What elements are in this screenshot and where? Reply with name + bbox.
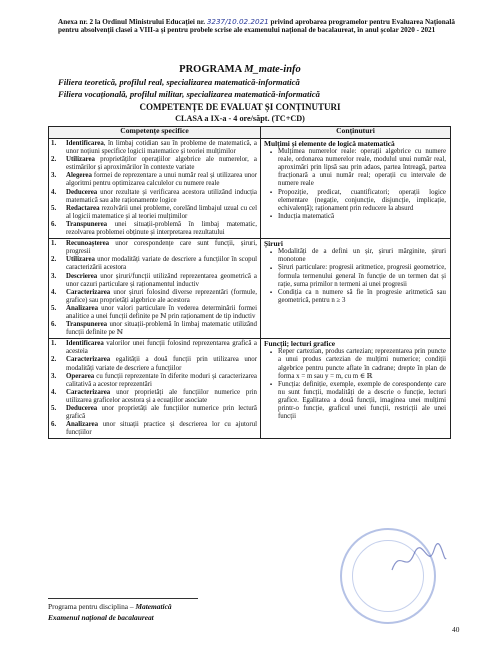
competence-keyword: Redactarea	[66, 204, 100, 212]
competence-number: 4.	[51, 388, 57, 396]
competence-description: egalității a două funcții prin utilizarea unor modalități variate de descriere a funcțiilor	[66, 356, 257, 372]
competence-item	[51, 273, 257, 289]
competence-keyword: Utilizarea	[66, 256, 95, 264]
competence-keyword: Analizarea	[66, 421, 99, 429]
competence-item	[51, 256, 257, 272]
competence-text	[66, 373, 257, 389]
competence-number: 6.	[51, 421, 57, 429]
competence-keyword: Alegerea	[66, 172, 92, 180]
table-row	[49, 339, 451, 439]
competence-number: 1.	[51, 140, 57, 147]
table-header-row	[49, 127, 451, 139]
competence-number: 5.	[51, 405, 57, 412]
competence-keyword: Descrierea	[66, 272, 98, 280]
section-title: COMPETENȚE DE EVALUAT ȘI CONȚINUTURI	[139, 102, 341, 112]
competence-item	[51, 356, 257, 372]
annex-header	[58, 18, 458, 35]
competence-keyword: Transpunerea	[66, 321, 108, 329]
competence-number: 3.	[51, 172, 57, 180]
program-title	[0, 64, 480, 75]
competence-item	[51, 140, 257, 156]
competence-text	[66, 205, 257, 221]
competence-description: rezolvării unei probleme, corelând limbajul uzual cu cel al logicii matematice și al teoriei mulțimilor	[66, 204, 257, 220]
competence-keyword: Identificarea	[66, 340, 104, 348]
competences-list	[49, 139, 260, 238]
contents-text: Reper cartezian, produs cartezian; reprezentarea prin puncte a unui produs cartezian de mulțimi numerice; condiții algebrice pentru puncte aflate în cadrane; drepte în plan de forma x = m sau y = m, cu m ∈ ℝ	[278, 348, 446, 380]
competence-keyword: Caracterizarea	[66, 388, 111, 396]
footer-divider	[48, 598, 198, 599]
competence-description: unor corespondențe care sunt funcții, șiruri, progresii	[66, 240, 257, 256]
program-title-prefix: PROGRAMA	[179, 64, 242, 75]
competence-item	[51, 172, 257, 188]
competence-number: 3.	[51, 272, 57, 280]
bullet-icon: ▪	[269, 349, 273, 356]
competence-number: 5.	[51, 204, 57, 212]
competence-description: unei situații-problemă în limbaj matematic, rezolvarea problemei obținute și interpretarea rezultatului	[66, 220, 257, 237]
competence-text	[66, 289, 257, 305]
bullet-icon: ▪	[269, 265, 273, 272]
contents-item	[264, 189, 446, 213]
competence-number: 2.	[51, 156, 57, 164]
filiera-vocationala: Filiera vocațională, profilul militar, specializarea matematică-informatică	[58, 89, 320, 99]
competence-number: 3.	[51, 372, 57, 380]
competence-item	[51, 405, 257, 421]
competence-item	[51, 305, 257, 321]
competence-description: unor modalități variate de descriere a funcțiilor în scopul caracterizării acestora	[66, 256, 257, 272]
competence-text	[66, 156, 257, 172]
competence-description: proprietăților operațiilor algebrice ale numerelor, a estimărilor și aproximărilor în contexte variate	[66, 156, 257, 172]
competence-text	[66, 221, 257, 237]
competence-description: unor șiruri/funcții utilizând reprezentarea geometrică a unor cazuri particulare și raționamentul inductiv	[66, 272, 257, 288]
contents-text: Condiția ca n numere să fie în progresie aritmetică sau geometrică, pentru n ≥ 3	[278, 288, 446, 304]
contents-list	[261, 348, 450, 422]
contents-item	[264, 289, 446, 305]
competence-item	[51, 221, 257, 237]
filiera-teoretica: Filiera teoretică, profilul real, specializarea matematică-informatică	[58, 77, 300, 87]
contents-item	[264, 381, 446, 421]
competences-list	[49, 339, 260, 438]
competence-description: unor situații practice și descrierea lor cu ajutorul funcțiilor	[66, 421, 257, 437]
competence-description: valorilor unei funcții folosind reprezentarea grafică a acesteia	[66, 340, 257, 356]
competence-description: unor situații-problemă în limbaj matematic utilizând funcții definite pe ℕ	[66, 321, 257, 337]
competence-description: cu funcții reprezentate în diferite moduri și caracterizarea calitativă a acestor reprezentări	[66, 372, 257, 388]
contents-cell	[261, 139, 451, 239]
bullet-icon: ▪	[269, 382, 273, 389]
table-row	[49, 239, 451, 339]
contents-cell	[261, 239, 451, 339]
competence-number: 5.	[51, 304, 57, 312]
competence-keyword: Deducerea	[66, 405, 98, 412]
annex-prefix: Anexa nr. 2 la Ordinul Ministrului Educației nr.	[58, 18, 206, 26]
competence-text	[66, 189, 257, 205]
competence-item	[51, 240, 257, 256]
footer-program-line	[48, 602, 172, 611]
competence-keyword: Transpunerea	[66, 220, 108, 228]
competence-number: 6.	[51, 321, 57, 329]
competence-item	[51, 340, 257, 356]
competence-text	[66, 356, 257, 372]
contents-item	[264, 148, 446, 188]
competence-number: 2.	[51, 356, 57, 364]
competence-number: 4.	[51, 188, 57, 196]
handwritten-order-number: 3237/10.02.2021	[206, 17, 269, 26]
competence-text	[66, 256, 257, 272]
annex-rest: privind aprobarea programelor pentru Evaluarea Națională pentru absolvenții clasei a VIII-a și pentru probele scrise ale examenului național de bacalaureat, în anul școlar 2020 - 2021	[58, 18, 455, 35]
bullet-icon: ▪	[269, 249, 273, 256]
header-continuturi: Conținuturi	[261, 127, 451, 139]
competence-description: unor proprietăți ale funcțiilor numerice prin utilizarea graficelor acestora și a ecuațiilor asociate	[66, 388, 257, 404]
competence-item	[51, 156, 257, 172]
contents-item	[264, 213, 446, 222]
bullet-icon: ▪	[269, 214, 273, 221]
competence-number: 1.	[51, 240, 57, 248]
competence-item	[51, 389, 257, 405]
competence-text	[66, 240, 257, 256]
contents-cell	[261, 339, 451, 439]
competence-keyword: Caracterizarea	[66, 288, 111, 296]
competence-item	[51, 205, 257, 221]
bullet-icon: ▪	[269, 149, 273, 156]
competence-description: , în limbaj cotidian sau în probleme de matematică, a unor noțiuni specifice logicii matematice și teoriei mulțimilor	[66, 140, 257, 156]
contents-text: Șiruri particulare: progresii aritmetice, progresii geometrice, formula termenului general în funcție de un termen dat și rație, suma primilor n termeni ai unei progresii	[278, 264, 446, 288]
contents-item	[264, 348, 446, 380]
table-body	[49, 139, 451, 439]
competence-text	[66, 305, 257, 321]
contents-text: Funcția: definiție, exemple, exemple de corespondențe care nu sunt funcții, modalități de a descrie o funcție, lecturi grafice. Egalitatea a două funcții, imaginea unei mulțimi printr-o funcție, graficul unei funcții, restricții ale unei funcții	[278, 380, 446, 421]
bullet-icon: ▪	[269, 190, 273, 197]
contents-text: Inducția matematică	[278, 212, 335, 220]
footer-prefix: Programa pentru disciplina –	[48, 602, 134, 611]
page-number: 40	[452, 625, 460, 634]
competence-text	[66, 389, 257, 405]
contents-heading: Mulțimi și elemente de logică matematică	[264, 139, 395, 148]
competence-description: unor rezultate și verificarea acestora utilizând inducția matematică sau alte raționamente logice	[66, 188, 257, 204]
contents-list	[261, 248, 450, 306]
competence-keyword: Analizarea	[66, 304, 99, 312]
competence-item	[51, 189, 257, 205]
contents-item	[264, 248, 446, 264]
competences-cell	[49, 139, 261, 239]
competence-item	[51, 373, 257, 389]
competence-keyword: Identificarea	[66, 140, 104, 147]
contents-list	[261, 148, 450, 222]
contents-heading: Șiruri	[264, 239, 283, 249]
competence-text	[66, 321, 257, 337]
competence-number: 1.	[51, 340, 57, 348]
contents-item	[264, 264, 446, 288]
competence-keyword: Deducerea	[66, 188, 98, 196]
table-row	[49, 139, 451, 239]
competence-text	[66, 172, 257, 188]
competences-table	[48, 126, 451, 439]
competence-keyword: Recunoașterea	[66, 240, 110, 248]
competence-description: unor valori particulare în vederea determinării formei analitice a unei funcții definite pe ℕ prin raționament de tip inductiv	[66, 304, 257, 320]
competence-number: 6.	[51, 220, 57, 228]
program-title-name: M_mate-info	[244, 64, 301, 75]
competences-list	[49, 239, 260, 338]
header-competente: Competențe specifice	[49, 127, 261, 139]
bullet-icon: ▪	[269, 290, 273, 297]
competence-item	[51, 289, 257, 305]
competence-keyword: Operarea	[66, 372, 95, 380]
competence-item	[51, 321, 257, 337]
contents-text: Mulțimea numerelor reale: operații algebrice cu numere reale, ordonarea numerelor reale, modulul unui număr real, aproximări prin lipsă sau prin adaos, partea întreagă, partea fracționară a unui număr real; operații cu intervale de numere reale	[278, 148, 446, 188]
contents-text: Propoziție, predicat, cuantificatori; operații logice elementare (negație, conjuncție, disjuncție, implicație, echivalență); raționament prin reducere la absurd	[278, 188, 446, 212]
competence-description: formei de reprezentare a unui număr real și utilizarea unor algoritmi pentru optimizarea calculelor cu numere reale	[66, 172, 257, 188]
footer-exam-line: Examenul național de bacalaureat	[48, 613, 154, 622]
competence-text	[66, 421, 257, 437]
competence-description: unor șiruri folosind diverse reprezentări (formule, grafice) sau proprietăți algebrice ale acestora	[66, 288, 257, 304]
competence-keyword: Caracterizarea	[66, 356, 111, 364]
signature-icon	[388, 540, 448, 580]
competence-text	[66, 140, 257, 156]
competence-number: 4.	[51, 288, 57, 296]
contents-heading: Funcții; lecturi grafice	[264, 339, 336, 349]
contents-text: Modalități de a defini un șir, șiruri mărginite, șiruri monotone	[278, 248, 446, 264]
competence-text	[66, 405, 257, 421]
competence-number: 2.	[51, 256, 57, 264]
section-subtitle: CLASA a IX-a - 4 ore/săpt. (TC+CD)	[175, 114, 305, 123]
competence-description: unor proprietăți ale funcțiilor numerice prin lectură grafică	[66, 405, 257, 421]
competences-cell	[49, 239, 261, 339]
competence-text	[66, 273, 257, 289]
competence-keyword: Utilizarea	[66, 156, 95, 164]
footer-subject: Matematică	[135, 602, 172, 611]
competences-cell	[49, 339, 261, 439]
competence-text	[66, 340, 257, 356]
competence-item	[51, 421, 257, 437]
